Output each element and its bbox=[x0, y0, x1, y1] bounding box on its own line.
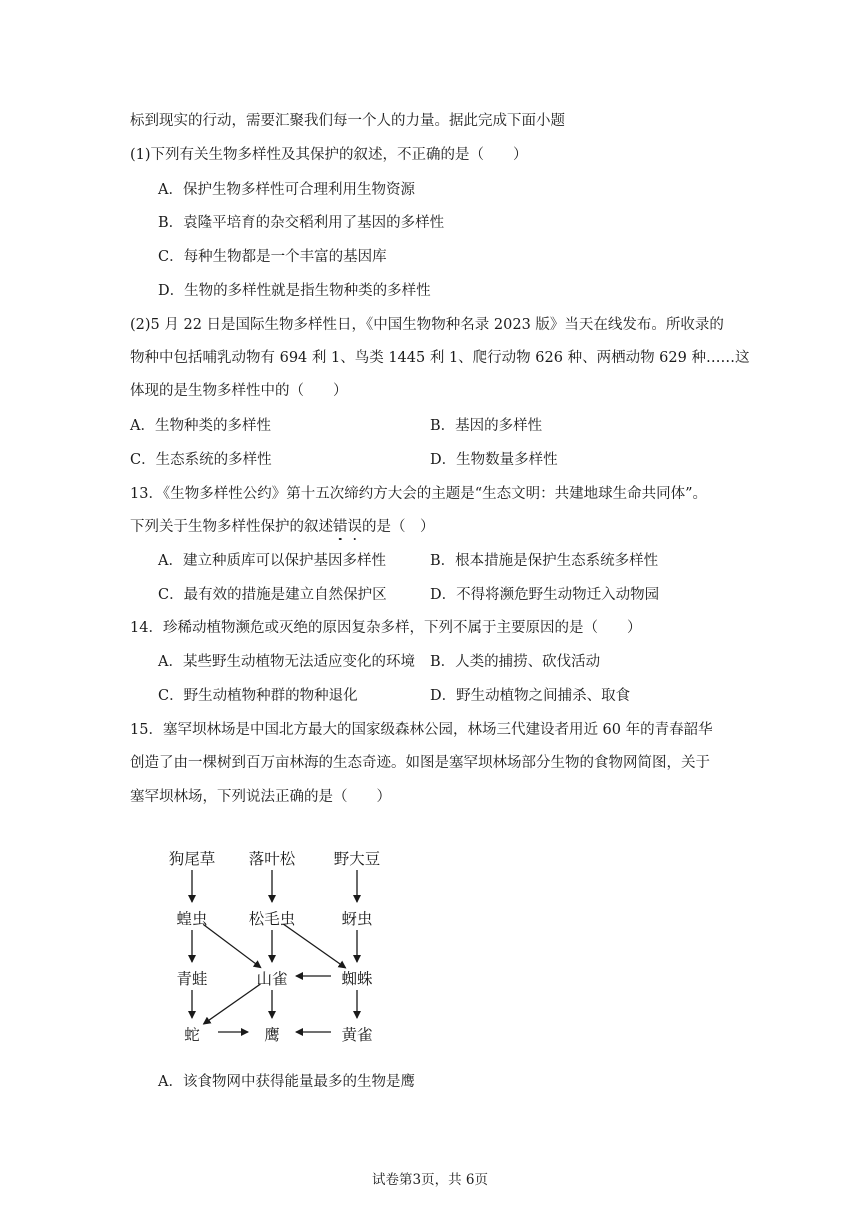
node-spider: 蜘蛛 bbox=[341, 970, 373, 988]
node-snake: 蛇 bbox=[184, 1026, 200, 1044]
q14-option-a: A．某些野生动植物无法适应变化的环境 bbox=[158, 654, 415, 670]
node-sparrow: 山雀 bbox=[256, 970, 288, 988]
q13-option-a: A．建立种质库可以保护基因多样性 bbox=[158, 553, 386, 569]
intro-tail: 标到现实的行动，需要汇聚我们每一个人的力量。据此完成下面小题 bbox=[130, 113, 565, 129]
q13-option-c: C．最有效的措施是建立自然保护区 bbox=[158, 587, 387, 603]
q2-stem-line2: 物种中包括哺乳动物有 694 利 1、鸟类 1445 利 1、爬行动物 626 种、两栖动物 629 种……这 bbox=[130, 350, 750, 366]
node-goutail: 狗尾草 bbox=[168, 850, 216, 868]
node-oriole: 黄雀 bbox=[341, 1026, 373, 1044]
q14-option-c: C．野生动植物种群的物种退化 bbox=[158, 688, 358, 704]
q13-stem-pre: 下列关于生物多样性保护的叙述 bbox=[130, 519, 333, 535]
node-caterpillar: 松毛虫 bbox=[248, 910, 296, 928]
q1-option-a: A．保护生物多样性可合理利用生物资源 bbox=[158, 182, 415, 198]
q15-stem-line2: 创造了由一棵树到百万亩林海的生态奇迹。如图是塞罕坝林场部分生物的食物网简图，关于 bbox=[130, 755, 710, 771]
q1-option-c: C．每种生物都是一个丰富的基因库 bbox=[158, 249, 387, 265]
node-aphid: 蚜虫 bbox=[341, 910, 373, 928]
q2-option-d: D．生物数量多样性 bbox=[430, 452, 558, 468]
q13-emphasis-2: 误 bbox=[347, 519, 362, 535]
q1-stem: (1)下列有关生物多样性及其保护的叙述，不正确的是（ ） bbox=[130, 147, 528, 163]
q14-stem: 14．珍稀动植物濒危或灭绝的原因复杂多样，下列不属于主要原因的是（ ） bbox=[130, 620, 642, 636]
q13-option-d: D．不得将濒危野生动物迁入动物园 bbox=[430, 587, 660, 603]
food-web-arrow-caterpillar-to-spider bbox=[283, 924, 345, 968]
q1-option-b: B．袁隆平培育的杂交稻利用了基因的多样性 bbox=[158, 215, 445, 231]
food-web-arrow-locust-to-sparrow bbox=[203, 924, 261, 967]
q15-option-a: A．该食物网中获得能量最多的生物是鹰 bbox=[158, 1074, 415, 1090]
q14-option-b: B．人类的捕捞、砍伐活动 bbox=[430, 654, 601, 670]
q2-stem-line1: (2)5 月 22 日是国际生物多样性日，《中国生物物种名录 2023 版》当天在线发布。所收录的 bbox=[130, 317, 724, 333]
q1-option-d: D．生物的多样性就是指生物种类的多样性 bbox=[158, 283, 431, 299]
page-footer: 试卷第3页，共 6页 bbox=[372, 1172, 488, 1188]
node-locust: 蝗虫 bbox=[176, 910, 208, 928]
q2-option-a: A．生物种类的多样性 bbox=[130, 418, 271, 434]
q14-option-d: D．野生动植物之间捕杀、取食 bbox=[430, 688, 631, 704]
node-larch: 落叶松 bbox=[248, 850, 296, 868]
q13-option-b: B．根本措施是保护生态系统多样性 bbox=[430, 553, 659, 569]
food-web-arrow-sparrow-to-snake bbox=[204, 984, 261, 1024]
q2-option-b: B．基因的多样性 bbox=[430, 418, 543, 434]
q15-stem-line1: 15．塞罕坝林场是中国北方最大的国家级森林公园，林场三代建设者用近 60 年的青春韶华 bbox=[130, 722, 713, 738]
q2-option-c: C．生态系统的多样性 bbox=[130, 452, 272, 468]
q13-stem-line1: 13．《生物多样性公约》第十五次缔约方大会的主题是“生态文明：共建地球生命共同体”。 bbox=[130, 486, 708, 502]
node-eagle: 鹰 bbox=[264, 1026, 280, 1044]
q13-stem-line2 bbox=[130, 517, 435, 537]
node-soybean: 野大豆 bbox=[333, 850, 381, 868]
q15-stem-line3: 塞罕坝林场，下列说法正确的是（ ） bbox=[130, 789, 391, 805]
food-web-diagram bbox=[150, 840, 410, 1050]
q2-stem-line3: 体现的是生物多样性中的（ ） bbox=[130, 383, 348, 399]
node-frog: 青蛙 bbox=[176, 970, 208, 988]
q13-stem-post: 的是（ ） bbox=[362, 519, 435, 535]
q13-emphasis-1: 错 bbox=[333, 519, 348, 535]
